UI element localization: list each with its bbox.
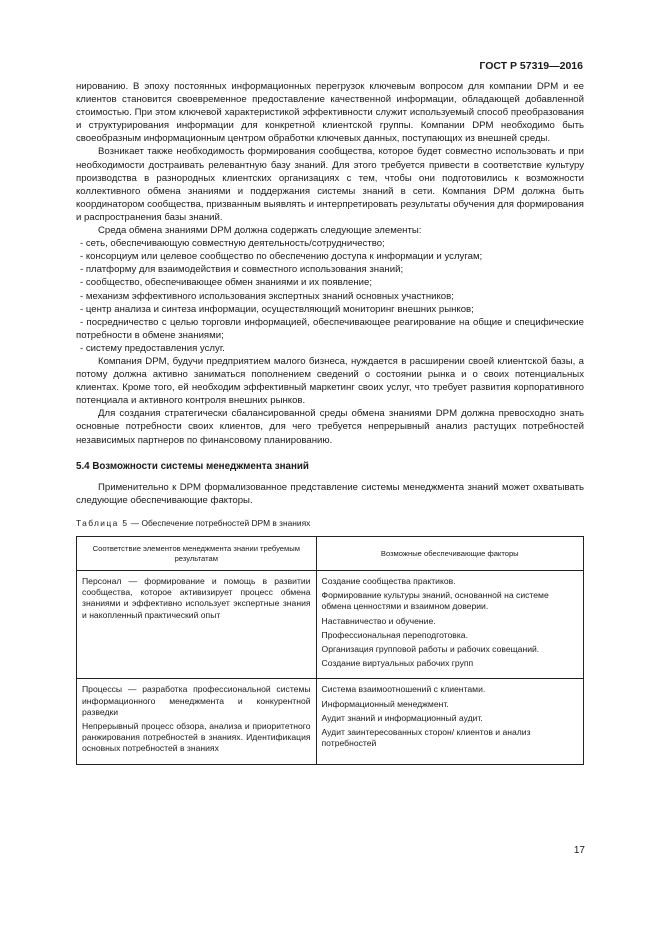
table-cell-line: Процессы — разработка профессиональной системы информационного менеджмента и конкурентной разведки <box>82 684 311 717</box>
table-cell-line: Организация групповой работы и рабочих совещаний. <box>321 644 540 655</box>
paragraph: Для создания стратегически сбалансированной среды обмена знаниями DPM должна превосходно знать основные потребности своих клиентов, для чего требуется непрерывный анализ растущих потребностей независимых партнеров по финансовому планированию. <box>76 408 584 446</box>
table-cell-line: Система взаимоотношений с клиентами. <box>321 684 486 695</box>
section-intro: Применительно к DPM формализованное представление системы менеджмента знаний может охватывать следующие обеспечивающие факторы. <box>76 481 584 506</box>
table-row <box>77 679 584 764</box>
list-item: - сообщество, обеспечивающее обмен знаниями и их появление; <box>80 277 373 289</box>
table-cell-line: Создание виртуальных рабочих групп <box>321 658 474 669</box>
table-body <box>77 571 584 765</box>
table-cell-line: Информационный менеджмент. <box>321 698 449 709</box>
table-cell-factors <box>316 679 583 764</box>
table-caption-label: Таблица 5 <box>76 517 129 528</box>
list-item: - консорциум или целевое сообщество по обеспечению доступа к информации и услугам; <box>80 251 483 263</box>
paragraph-list <box>76 80 584 447</box>
knowledge-table <box>76 536 584 765</box>
paragraph: нированию. В эпоху постоянных информационных перегрузок ключевым вопросом для компании DPM и ее клиентов становится своевременное предоставление качественной информации, обладающей добавленной стоимостью. При этом ключевой характеристикой эффективности служит используемый способ преобразования и структурирования информации для конкретной клиентской группы. Компании DPM необходимо быть своеобразным информационным центром обработки ключевых данных, поступающих из внешней среды. <box>76 81 584 145</box>
table-cell-element <box>77 571 317 679</box>
list-item: - платформу для взаимодействия и совместного использования знаний; <box>80 264 404 276</box>
table-header-cell: Возможные обеспечивающие факторы <box>316 537 583 571</box>
table-cell-line: Аудит знаний и информационный аудит. <box>321 712 483 723</box>
table-cell-line: Непрерывный процесс обзора, анализа и приоритетного ранжирования потребностей в знаниях. Идентификация основных потребностей в знаниях <box>82 721 311 754</box>
table-cell-line: Формирование культуры знаний, основанной на системе обмена ценностями и взаимном доверии. <box>321 590 549 612</box>
table-cell-line: Персонал — формирование и помощь в развитии сообщества, которое активизирует процесс обмена знаниями и эффективно использует экспертные знания и накопленный практический опыт <box>82 576 311 620</box>
table-header-cell: Соответствие элементов менеджмента знании требуемым результатам <box>77 537 317 571</box>
paragraph: Компания DPM, будучи предприятием малого бизнеса, нуждается в расширении своей клиентской базы, а потому должна активно заниматься пополнением сведений о состоянии рынка и о своих потенциальных клиентах. Кроме того, ей необходим эффективный маркетинг своих услуг, что требует развития корпоративного потенциала и активного контроля внешних рынков. <box>76 355 584 407</box>
list-item: - посредничество с целью торговли информацией, обеспечивающее реагирование на общие и специфические потребности в обмене знаниями; <box>76 316 584 341</box>
table-cell-line: Профессиональная переподготовка. <box>321 629 468 640</box>
paragraph: Возникает также необходимость формирования сообщества, которое будет совместно использовать и при необходимости достраивать релевантную базу знаний. Для этого требуется привести в соответствие культуру производства в разнородных клиентских организациях с тем, чтобы они подготовились к возможности коллективного обмена знаниями и поддержания системы знаний в сети. Компания DPM должна быть координатором сообщества, призванным выявлять и интерпретировать результаты обучения для формирования и распространения базы знаний. <box>76 146 584 223</box>
section-title: 5.4 Возможности системы менеджмента знаний <box>76 460 309 472</box>
table-cell-element <box>77 679 317 764</box>
table-caption-text: — Обеспечение потребностей DPM в знаниях <box>128 517 311 528</box>
table-cell-line: Аудит заинтересованных сторон/ клиентов и анализ потребностей <box>321 727 531 749</box>
list-item: - систему предоставления услуг. <box>80 342 225 354</box>
table-cell-factors <box>316 571 583 679</box>
document-header: ГОСТ Р 57319—2016 <box>479 60 583 72</box>
list-item: - механизм эффективного использования экспертных знаний основных участников; <box>80 290 454 302</box>
table-header-row <box>77 537 584 571</box>
list-item: - центр анализа и синтеза информации, осуществляющий мониторинг внешних рынков; <box>80 303 474 315</box>
table-cell-line: Создание сообщества практиков. <box>321 576 456 586</box>
table-caption <box>76 517 584 530</box>
table-row <box>77 571 584 679</box>
table-cell-line: Наставничество и обучение. <box>321 615 436 626</box>
paragraph: Среда обмена знаниями DPM должна содержать следующие элементы: <box>98 225 422 237</box>
document-body <box>76 80 584 765</box>
list-item: - сеть, обеспечивающую совместную деятельность/сотрудничество; <box>80 238 385 250</box>
page-number: 17 <box>573 845 585 856</box>
